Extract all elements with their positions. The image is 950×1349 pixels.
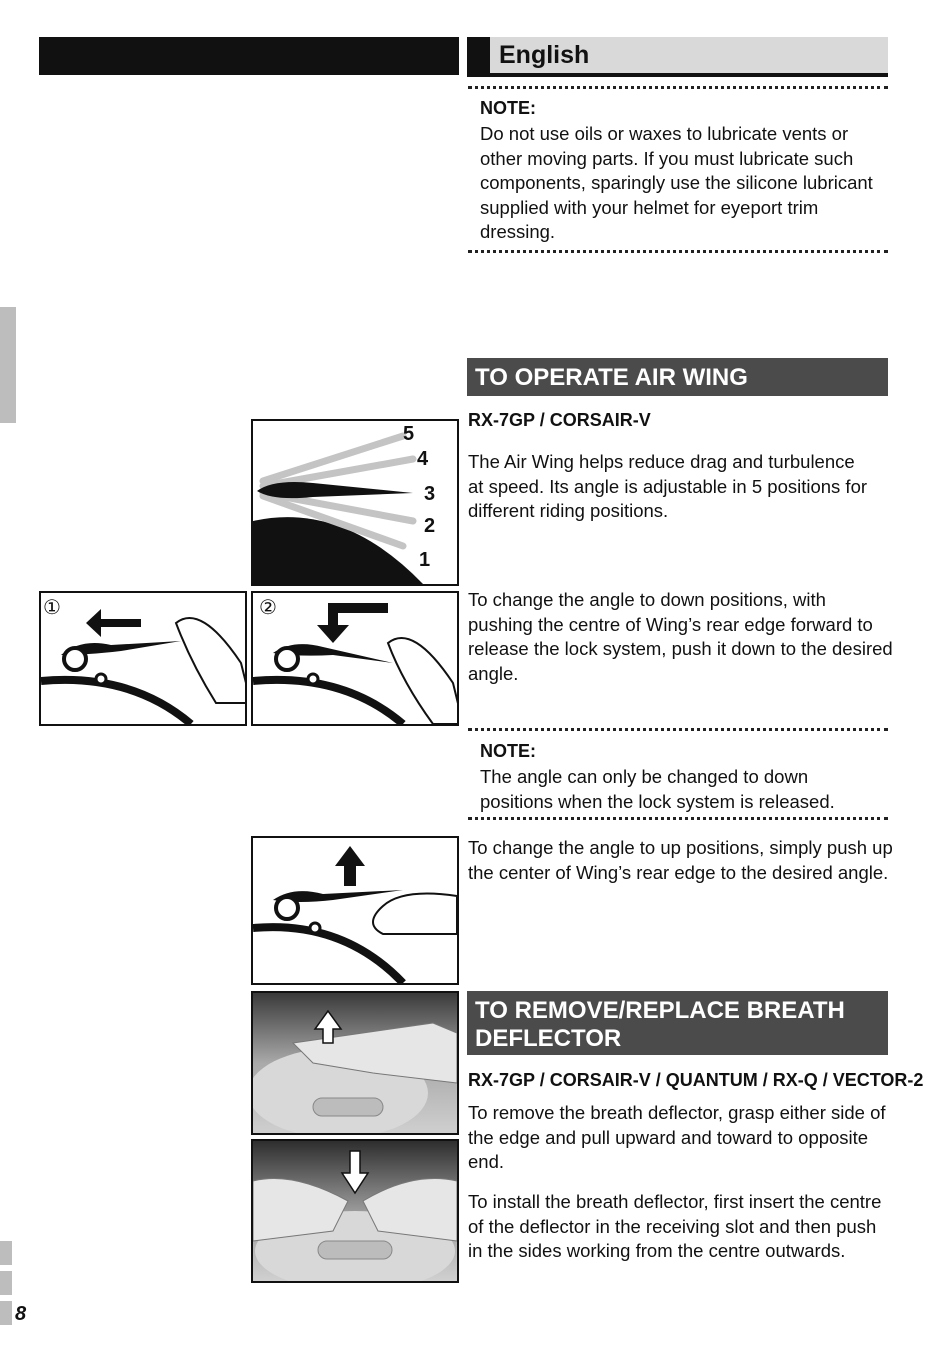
air-wing-positions-diagram	[251, 419, 459, 586]
section-title-air-wing: TO OPERATE AIR WING	[467, 358, 888, 396]
text-line: in the sides working from the centre outwards.	[468, 1240, 846, 1261]
install-instructions	[468, 1190, 898, 1264]
text-line: the edge and pull upward and toward to opposite	[468, 1126, 869, 1148]
model-list: RX-7GP / CORSAIR-V	[468, 410, 651, 430]
text-line: The Air Wing helps reduce drag and turbulence	[468, 451, 855, 472]
text-line: The angle can only be changed to down	[480, 766, 809, 787]
text-line: supplied with your helmet for eyeport trim	[480, 196, 819, 218]
note-block	[480, 741, 890, 814]
install-deflector-illustration	[253, 1141, 457, 1281]
text-line: different riding positions.	[468, 500, 669, 521]
side-mark-2	[0, 1271, 12, 1295]
position-label: 5	[403, 423, 415, 445]
position-label: 3	[424, 483, 436, 505]
dotted-divider	[468, 817, 888, 820]
finger-shape	[373, 894, 457, 934]
page-number: 8	[15, 1303, 27, 1325]
text-line: pushing the centre of Wing’s rear edge forward to	[468, 613, 873, 635]
finger-shape	[388, 638, 457, 724]
remove-deflector-photo	[251, 991, 459, 1135]
remove-instructions	[468, 1101, 898, 1175]
model-list: RX-7GP / CORSAIR-V / QUANTUM / RX-Q / VECTOR-2	[468, 1070, 924, 1090]
position-label: 4	[417, 448, 429, 470]
position-label: 1	[419, 549, 431, 571]
screw	[308, 674, 318, 684]
helmet-edge-shape	[253, 927, 403, 983]
down-position-instructions	[468, 588, 898, 686]
title-line: DEFLECTOR	[475, 1025, 622, 1052]
text-line: release the lock system, push it down to the desired	[468, 638, 893, 659]
left-arrow-icon	[86, 609, 141, 637]
vent-shape	[313, 1098, 383, 1116]
dotted-divider	[468, 728, 888, 731]
note-text	[480, 122, 890, 245]
text-line: To change the angle to down positions, with	[468, 589, 826, 610]
text-line: of the deflector in the receiving slot and then push	[468, 1215, 877, 1237]
text-line: dressing.	[480, 221, 556, 242]
install-deflector-photo	[251, 1139, 459, 1283]
note-title: NOTE:	[480, 741, 536, 761]
lock-mechanism	[64, 648, 86, 670]
position-label: 2	[424, 515, 436, 537]
side-tab-mark	[0, 307, 16, 423]
step-number-label: ①	[43, 597, 61, 619]
text-line: the center of Wing’s rear edge to the desired angle.	[468, 861, 889, 883]
text-line: at speed. Its angle is adjustable in 5 positions for	[468, 475, 868, 497]
note-text	[480, 765, 890, 814]
text-line: end.	[468, 1151, 505, 1172]
text-line: angle.	[468, 662, 519, 684]
up-arrow-icon	[335, 846, 365, 886]
language-header	[467, 37, 888, 77]
text-line: positions when the lock system is released.	[480, 790, 835, 812]
wing-position-3	[257, 482, 413, 498]
helmet-edge-shape	[41, 680, 191, 724]
lock-mechanism	[276, 897, 298, 919]
top-black-bar	[39, 37, 459, 75]
step-2-diagram	[251, 591, 459, 726]
lock-mechanism	[276, 648, 298, 670]
push-down-illustration	[253, 593, 457, 724]
up-position-diagram	[251, 836, 459, 985]
air-wing-description	[468, 450, 898, 524]
push-up-illustration	[253, 838, 457, 983]
dotted-divider	[468, 250, 888, 253]
down-arrow-icon	[317, 603, 388, 643]
vent-shape	[318, 1241, 392, 1259]
finger-shape	[176, 618, 245, 703]
section-title-breath-deflector	[467, 991, 888, 1055]
text-line: components, sparingly use the silicone lubricant	[480, 172, 873, 193]
language-header-tab	[467, 37, 490, 73]
step-1-diagram	[39, 591, 247, 726]
note-title: NOTE:	[480, 98, 536, 118]
helmet-shell-shape	[253, 517, 423, 584]
text-line: To change the angle to up positions, simply push up	[468, 837, 893, 858]
screw	[310, 923, 320, 933]
side-mark-3	[0, 1301, 12, 1325]
up-position-instructions	[468, 836, 898, 885]
note-block	[480, 98, 890, 245]
text-line: Do not use oils or waxes to lubricate vents or	[480, 123, 849, 144]
screw	[96, 674, 106, 684]
helmet-edge-shape	[253, 680, 403, 724]
remove-deflector-illustration	[253, 993, 457, 1133]
text-line: To remove the breath deflector, grasp either side of	[468, 1102, 886, 1123]
text-line: To install the breath deflector, first insert the centre	[468, 1191, 882, 1212]
step-number-label: ②	[259, 597, 277, 619]
side-mark-1	[0, 1241, 12, 1265]
language-label: English	[499, 41, 590, 69]
title-line: TO REMOVE/REPLACE BREATH	[475, 997, 845, 1024]
text-line: other moving parts. If you must lubricate such	[480, 147, 854, 169]
push-forward-illustration	[41, 593, 245, 724]
dotted-divider	[468, 86, 888, 89]
